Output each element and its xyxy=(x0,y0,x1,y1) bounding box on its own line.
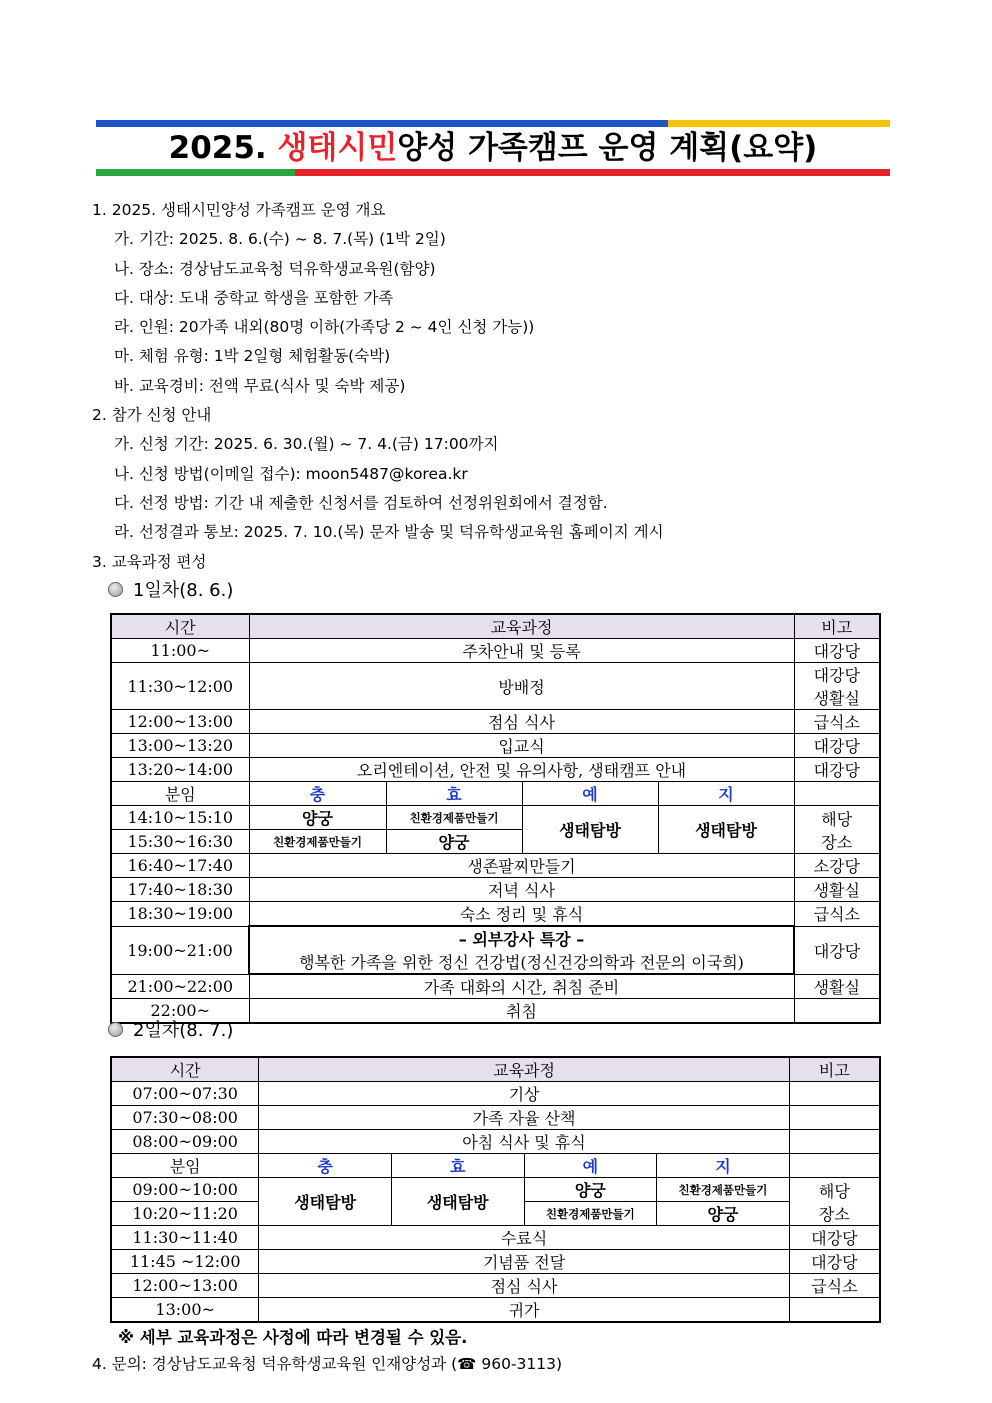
day1-table xyxy=(110,613,881,1024)
schedule-row xyxy=(111,758,880,782)
outline-line: 가. 신청 기간: 2025. 6. 30.(월) ~ 7. 4.(금) 17:00까지 xyxy=(114,435,499,454)
note-cell xyxy=(789,1130,880,1154)
schedule-row xyxy=(111,1226,880,1250)
course-cell: 친환경제품만들기 xyxy=(657,1178,790,1202)
course-cell: 생태탐방 xyxy=(658,806,794,854)
schedule-row xyxy=(111,1250,880,1274)
outline-line: 라. 인원: 20가족 내외(80명 이하(가족당 2 ~ 4인 신청 가능)) xyxy=(114,318,535,337)
note-cell xyxy=(794,999,880,1024)
outline-line: 1. 2025. 생태시민양성 가족캠프 운영 개요 xyxy=(92,201,386,219)
outline-line: 2. 참가 신청 안내 xyxy=(92,406,212,425)
schedule-row xyxy=(111,710,880,734)
note-cell: 소강당 xyxy=(794,854,880,878)
outline-line: 다. 대상: 도내 중학교 학생을 포함한 가족 xyxy=(114,288,394,307)
group-label: 분임 xyxy=(111,1154,259,1178)
time-cell: 22:00~ xyxy=(111,999,249,1024)
group-ji: 지 xyxy=(657,1154,790,1178)
note-cell xyxy=(789,1106,880,1130)
note-cell: 급식소 xyxy=(789,1274,880,1298)
course-cell: 기상 xyxy=(259,1082,789,1106)
time-cell: 11:00~ xyxy=(111,639,249,663)
header-note: 비고 xyxy=(794,614,880,639)
course-cell: 친환경제품만들기 xyxy=(524,1202,657,1226)
note-cell: 대강당 xyxy=(794,734,880,758)
group-ye: 예 xyxy=(522,782,658,806)
time-cell: 12:00~13:00 xyxy=(111,1274,259,1298)
time-cell: 21:00~22:00 xyxy=(111,974,249,999)
outline-line: 바. 교육경비: 전액 무료(식사 및 숙박 제공) xyxy=(114,376,406,395)
note-cell: 대강당 xyxy=(794,758,880,782)
schedule-row xyxy=(111,639,880,663)
course-cell: 숙소 정리 및 휴식 xyxy=(249,902,794,927)
time-cell: 11:30~12:00 xyxy=(111,663,249,710)
course-cell: 친환경제품만들기 xyxy=(249,830,386,854)
time-cell: 13:00~ xyxy=(111,1298,259,1323)
title-bottom-bar xyxy=(96,169,890,176)
contact-info: 4. 문의: 경상남도교육청 덕유학생교육원 인재양성과 (☎ 960-3113) xyxy=(92,1355,563,1373)
course-cell: 기념품 전달 xyxy=(259,1250,789,1274)
note-cell: 대강당 xyxy=(789,1226,880,1250)
course-cell: 점심 식사 xyxy=(249,710,794,734)
course-cell: 아침 식사 및 휴식 xyxy=(259,1130,789,1154)
schedule-row xyxy=(111,902,880,927)
time-cell: 07:30~08:00 xyxy=(111,1106,259,1130)
time-cell: 19:00~21:00 xyxy=(111,926,249,974)
time-cell: 15:30~16:30 xyxy=(111,830,249,854)
course-cell: 양궁 xyxy=(249,806,386,830)
outline-line: 마. 체험 유형: 1박 2일형 체험활동(숙박) xyxy=(114,347,391,366)
note-cell xyxy=(789,1082,880,1106)
schedule-row xyxy=(111,1298,880,1323)
course-cell: 점심 식사 xyxy=(259,1274,789,1298)
time-cell: 13:00~13:20 xyxy=(111,734,249,758)
time-cell: 11:30~11:40 xyxy=(111,1226,259,1250)
header-course: 교육과정 xyxy=(259,1057,789,1082)
time-cell: 08:00~09:00 xyxy=(111,1130,259,1154)
course-cell: 생존팔찌만들기 xyxy=(249,854,794,878)
group-chung: 충 xyxy=(259,1154,392,1178)
course-cell: 귀가 xyxy=(259,1298,789,1323)
note-cell: 생활실 xyxy=(794,974,880,999)
course-cell: 방배정 xyxy=(249,663,794,710)
note-cell xyxy=(789,1298,880,1323)
schedule-row xyxy=(111,1082,880,1106)
outline-line: 다. 선정 방법: 기간 내 제출한 신청서를 검토하여 선정위원회에서 결정함. xyxy=(114,493,608,512)
outline-line: 3. 교육과정 편성 xyxy=(92,552,207,571)
time-cell: 14:10~15:10 xyxy=(111,806,249,830)
note-cell: 급식소 xyxy=(794,902,880,927)
group-ji: 지 xyxy=(658,782,794,806)
course-cell: 저녁 식사 xyxy=(249,878,794,902)
course-cell: 생태탐방 xyxy=(391,1178,524,1226)
header-time: 시간 xyxy=(111,1057,259,1082)
header-note: 비고 xyxy=(789,1057,880,1082)
note-cell: 대강당 xyxy=(794,639,880,663)
time-cell: 11:45 ~12:00 xyxy=(111,1250,259,1274)
outline xyxy=(92,196,664,577)
time-cell: 10:20~11:20 xyxy=(111,1202,259,1226)
time-cell: 13:20~14:00 xyxy=(111,758,249,782)
title-banner xyxy=(96,120,890,176)
time-cell: 07:00~07:30 xyxy=(111,1082,259,1106)
course-cell: 양궁 xyxy=(657,1202,790,1226)
bullet-icon xyxy=(108,1022,123,1037)
course-cell: 취침 xyxy=(249,999,794,1024)
note-cell: 생활실 xyxy=(794,878,880,902)
course-cell: 주차안내 및 등록 xyxy=(249,639,794,663)
course-cell: 오리엔테이션, 안전 및 유의사항, 생태캠프 안내 xyxy=(249,758,794,782)
course-cell: 가족 자율 산책 xyxy=(259,1106,789,1130)
header-course: 교육과정 xyxy=(249,614,794,639)
outline-line: 라. 선정결과 통보: 2025. 7. 10.(목) 문자 발송 및 덕유학생교육원 홈페이지 게시 xyxy=(114,523,664,542)
outline-line: 나. 장소: 경상남도교육청 덕유학생교육원(함양) xyxy=(114,259,436,278)
page-title: 2025. 생태시민양성 가족캠프 운영 계획(요약) xyxy=(168,130,818,166)
note-cell: 대강당 생활실 xyxy=(794,663,880,710)
note-cell: 대강당 xyxy=(794,926,880,974)
title-top-bar xyxy=(96,120,890,127)
empty-cell xyxy=(789,1154,880,1178)
note-cell: 급식소 xyxy=(794,710,880,734)
bullet-icon xyxy=(108,582,123,597)
time-cell: 09:00~10:00 xyxy=(111,1178,259,1202)
time-cell: 12:00~13:00 xyxy=(111,710,249,734)
time-cell: 18:30~19:00 xyxy=(111,902,249,927)
course-cell: 생태탐방 xyxy=(259,1178,392,1226)
note-cell: 대강당 xyxy=(789,1250,880,1274)
schedule-row xyxy=(111,854,880,878)
course-cell: 생태탐방 xyxy=(522,806,658,854)
schedule-row xyxy=(111,1274,880,1298)
course-cell: 양궁 xyxy=(386,830,522,854)
course-cell: 양궁 xyxy=(524,1178,657,1202)
schedule-row xyxy=(111,663,880,710)
time-cell: 17:40~18:30 xyxy=(111,878,249,902)
course-cell: 수료식 xyxy=(259,1226,789,1250)
course-cell: 친환경제품만들기 xyxy=(386,806,522,830)
schedule-row xyxy=(111,878,880,902)
course-cell: 가족 대화의 시간, 취침 준비 xyxy=(249,974,794,999)
header-time: 시간 xyxy=(111,614,249,639)
day1-heading: 1일차(8. 6.) xyxy=(108,576,233,602)
schedule-row xyxy=(111,1130,880,1154)
day2-heading: 2일차(8. 7.) xyxy=(108,1016,233,1042)
day2-table xyxy=(110,1056,881,1323)
schedule-row xyxy=(111,1106,880,1130)
outline-line: 나. 신청 방법(이메일 접수): moon5487@korea.kr xyxy=(114,464,468,483)
group-chung: 충 xyxy=(249,782,386,806)
notice: ※ 세부 교육과정은 사정에 따라 변경될 수 있음. xyxy=(118,1328,468,1347)
lecture-cell: – 외부강사 특강 – 행복한 가족을 위한 정신 건강법(정신건강의학과 전문의 이국희) xyxy=(249,926,794,974)
group-ye: 예 xyxy=(524,1154,657,1178)
empty-cell xyxy=(794,782,880,806)
note-cell: 해당 장소 xyxy=(794,806,880,854)
group-hyo: 효 xyxy=(391,1154,524,1178)
note-cell: 해당 장소 xyxy=(789,1178,880,1226)
course-cell: 입교식 xyxy=(249,734,794,758)
outline-line: 가. 기간: 2025. 8. 6.(수) ~ 8. 7.(목) (1박 2일) xyxy=(114,230,446,249)
group-label: 분임 xyxy=(111,782,249,806)
schedule-row xyxy=(111,734,880,758)
schedule-row xyxy=(111,974,880,999)
group-hyo: 효 xyxy=(386,782,522,806)
time-cell: 16:40~17:40 xyxy=(111,854,249,878)
